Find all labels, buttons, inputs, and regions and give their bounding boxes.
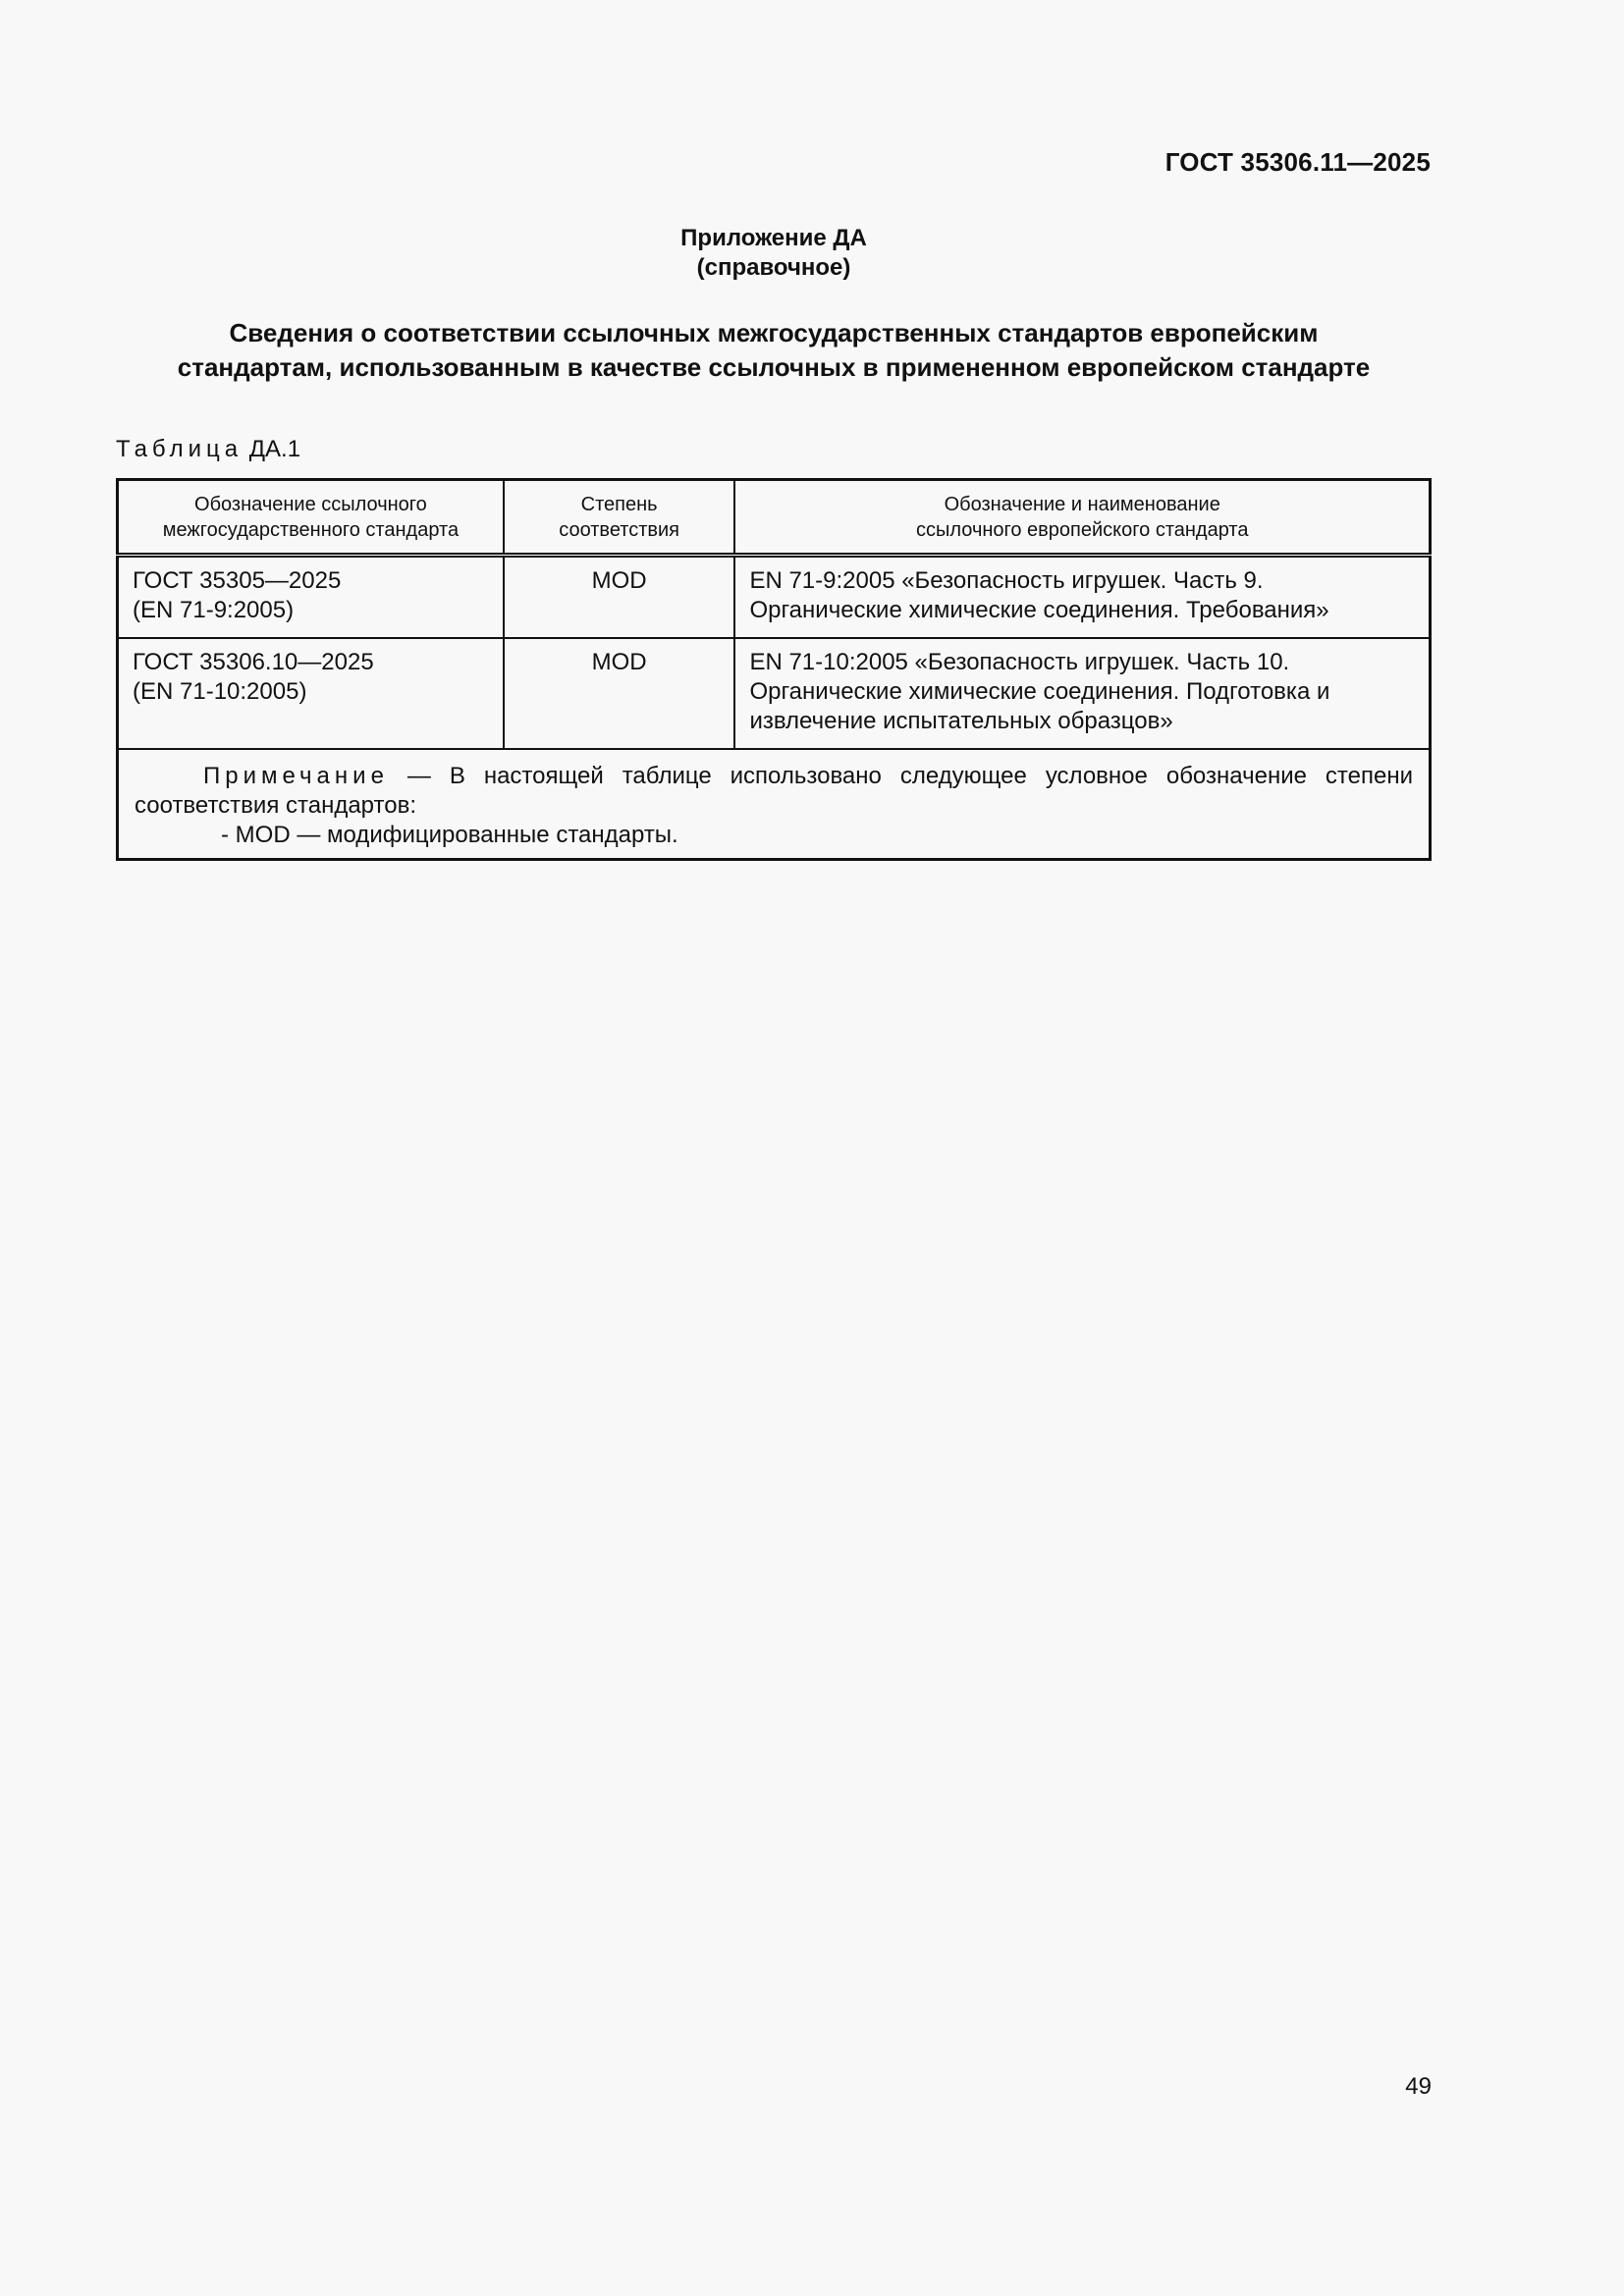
standards-table [116,478,1432,861]
header-interstate-designation: Обозначение ссылочного межгосударственного стандарта [118,480,504,556]
cell-european-standard: EN 71-10:2005 «Безопасность игрушек. Часть 10. Органические химические соединения. Подготовка и извлечение испытательных образцов» [734,638,1430,749]
cell-designation: ГОСТ 35305—2025 (EN 71-9:2005) [118,556,504,639]
note-text: В настоящей таблице использовано следующее условное обозначение степени соответствия стандартов: [135,763,1413,819]
table-row [118,638,1431,749]
cell-degree: MOD [504,556,735,639]
cell-degree: MOD [504,638,735,749]
note-label: Примечание [203,763,389,789]
appendix-title: Приложение ДА [680,225,867,251]
header-degree: Степень соответствия [504,480,735,556]
table-note-row [118,749,1431,860]
header-european-standard: Обозначение и наименование ссылочного европейского стандарта [734,480,1430,556]
table-caption-label: Таблица [116,436,244,462]
note-list-item: - MOD — модифицированные стандарты. [221,822,678,848]
appendix-heading [0,224,1547,283]
section-title-line-1: Сведения о соответствии ссылочных межгосударственных стандартов европейским [229,318,1319,347]
table-header-row [118,480,1431,556]
table-caption-number: ДА.1 [248,436,301,462]
cell-designation: ГОСТ 35306.10—2025 (EN 71-10:2005) [118,638,504,749]
section-title-line-2: стандартам, использованным в качестве ссылочных в примененном европейском стандарте [177,352,1371,382]
section-title [98,316,1449,385]
appendix-type: (справочное) [696,254,851,281]
page-number: 49 [1405,2073,1432,2100]
document-code: ГОСТ 35306.11—2025 [1164,147,1431,177]
table-row [118,556,1431,639]
cell-european-standard: EN 71-9:2005 «Безопасность игрушек. Часть 9. Органические химические соединения. Требования» [734,556,1430,639]
table-note [118,749,1431,860]
note-dash: — [388,763,450,789]
table-caption [116,436,300,463]
